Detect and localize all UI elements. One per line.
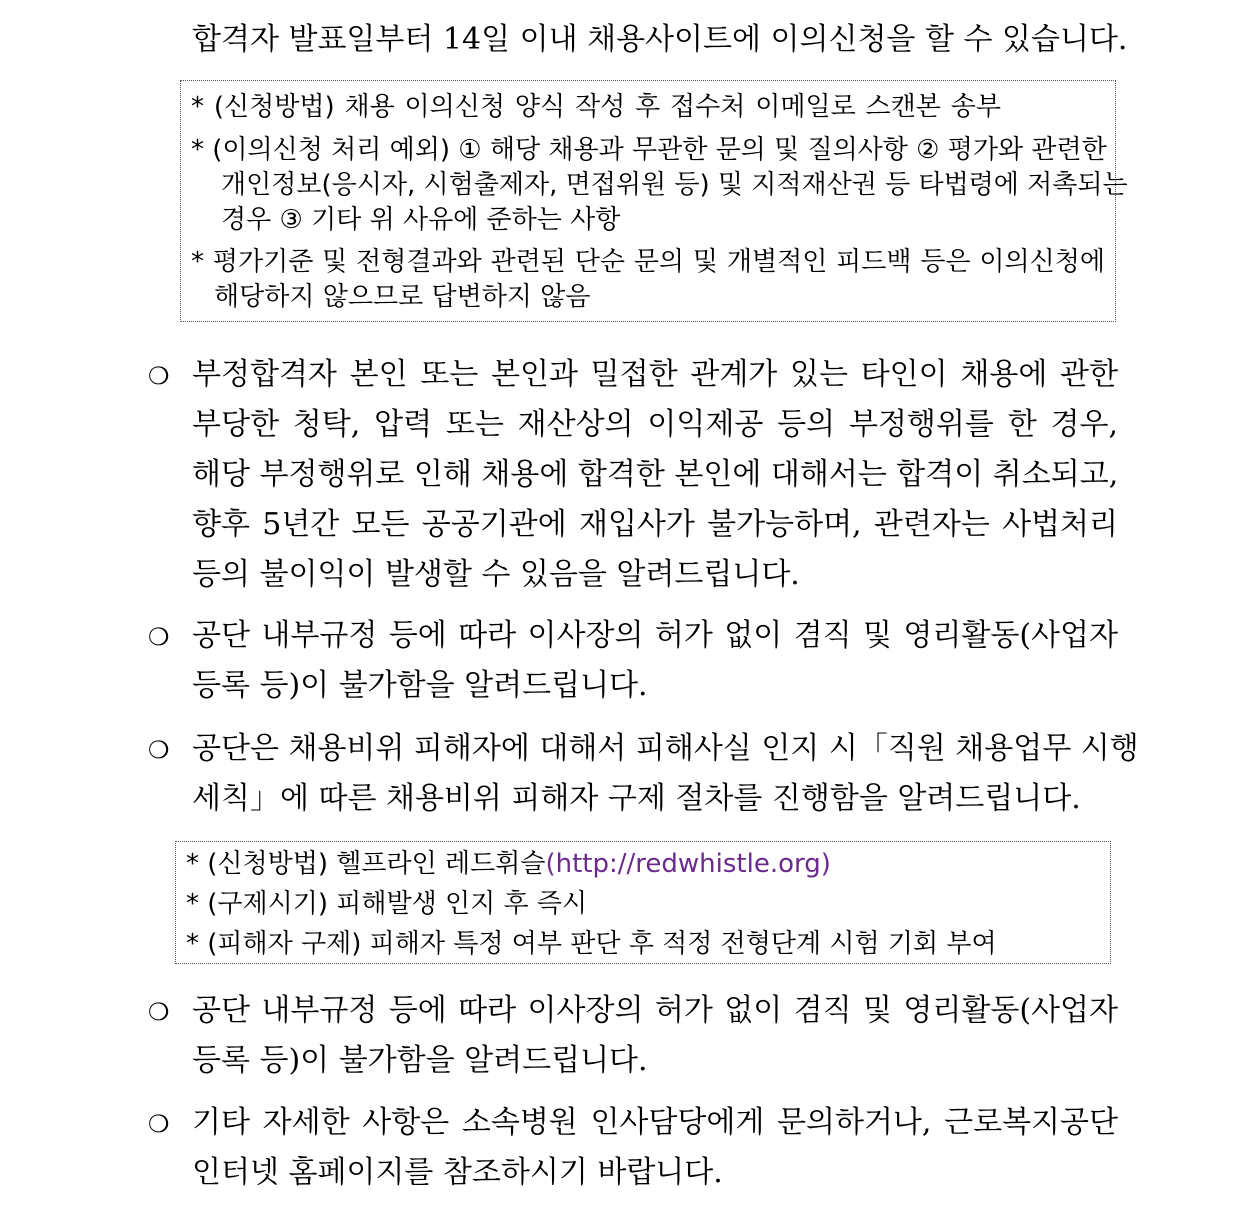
- paragraph-line: 부당한 청탁, 압력 또는 재산상의 이익제공 등의 부정행위를 한 경우,: [192, 407, 1118, 442]
- bullet-icon: ❍: [148, 998, 170, 1026]
- paragraph-line: 해당 부정행위로 인해 채용에 합격한 본인에 대해서는 합격이 취소되고,: [192, 457, 1119, 492]
- paragraph-line: 공단 내부규정 등에 따라 이사장의 허가 없이 겸직 및 영리활동(사업자: [192, 618, 1118, 653]
- intro-text: 합격자 발표일부터 14일 이내 채용사이트에 이의신청을 할 수 있습니다.: [192, 22, 1128, 57]
- note-line: 개인정보(응시자, 시험출제자, 면접위원 등) 및 지적재산권 등 타법령에 저촉되는: [221, 170, 1128, 200]
- paragraph-line: 부정합격자 본인 또는 본인과 밀접한 관계가 있는 타인이 채용에 관한: [192, 357, 1118, 392]
- bullet-icon: ❍: [148, 736, 170, 764]
- victim-relief-note-box: [175, 841, 1111, 964]
- bullet-icon: ❍: [148, 362, 170, 390]
- note-line: [186, 848, 831, 881]
- note-text: * (신청방법) 헬프라인 레드휘슬: [186, 849, 546, 879]
- note-line: * (피해자 구제) 피해자 특정 여부 판단 후 적정 전형단계 시험 기회 부여: [186, 929, 997, 959]
- note-line: * (신청방법) 채용 이의신청 양식 작성 후 접수처 이메일로 스캔본 송부: [191, 92, 1001, 122]
- paragraph-line: 공단 내부규정 등에 따라 이사장의 허가 없이 겸직 및 영리활동(사업자: [192, 993, 1118, 1028]
- note-line: 경우 ③ 기타 위 사유에 준하는 사항: [221, 205, 621, 235]
- paragraph-line: 공단은 채용비위 피해자에 대해서 피해사실 인지 시「직원 채용업무 시행: [192, 731, 1139, 766]
- note-line: * 평가기준 및 전형결과와 관련된 단순 문의 및 개별적인 피드백 등은 이의신청에: [191, 247, 1105, 277]
- paragraph-line: 향후 5년간 모든 공공기관에 재입사가 불가능하며, 관련자는 사법처리: [192, 507, 1118, 542]
- paragraph-line: 등록 등)이 불가함을 알려드립니다.: [192, 1043, 648, 1078]
- redwhistle-link[interactable]: (http://redwhistle.org): [545, 849, 831, 879]
- objection-note-box: [180, 80, 1128, 322]
- paragraph-line: 인터넷 홈페이지를 참조하시기 바랍니다.: [192, 1155, 723, 1190]
- note-line: * (구제시기) 피해발생 인지 후 즉시: [186, 889, 588, 919]
- paragraph-line: 등의 불이익이 발생할 수 있음을 알려드립니다.: [192, 557, 800, 592]
- bullet-icon: ❍: [148, 623, 170, 651]
- paragraph-line: 기타 자세한 사항은 소속병원 인사담당에게 문의하거나, 근로복지공단: [192, 1105, 1118, 1140]
- note-line: 해당하지 않으므로 답변하지 않음: [214, 282, 591, 312]
- bullet-icon: ❍: [148, 1110, 170, 1138]
- paragraph-line: 세칙」에 따른 채용비위 피해자 구제 절차를 진행함을 알려드립니다.: [192, 781, 1081, 816]
- note-line: * (이의신청 처리 예외) ① 해당 채용과 무관한 문의 및 질의사항 ② 평가와 관련한: [191, 135, 1107, 165]
- paragraph-line: 등록 등)이 불가함을 알려드립니다.: [192, 668, 648, 703]
